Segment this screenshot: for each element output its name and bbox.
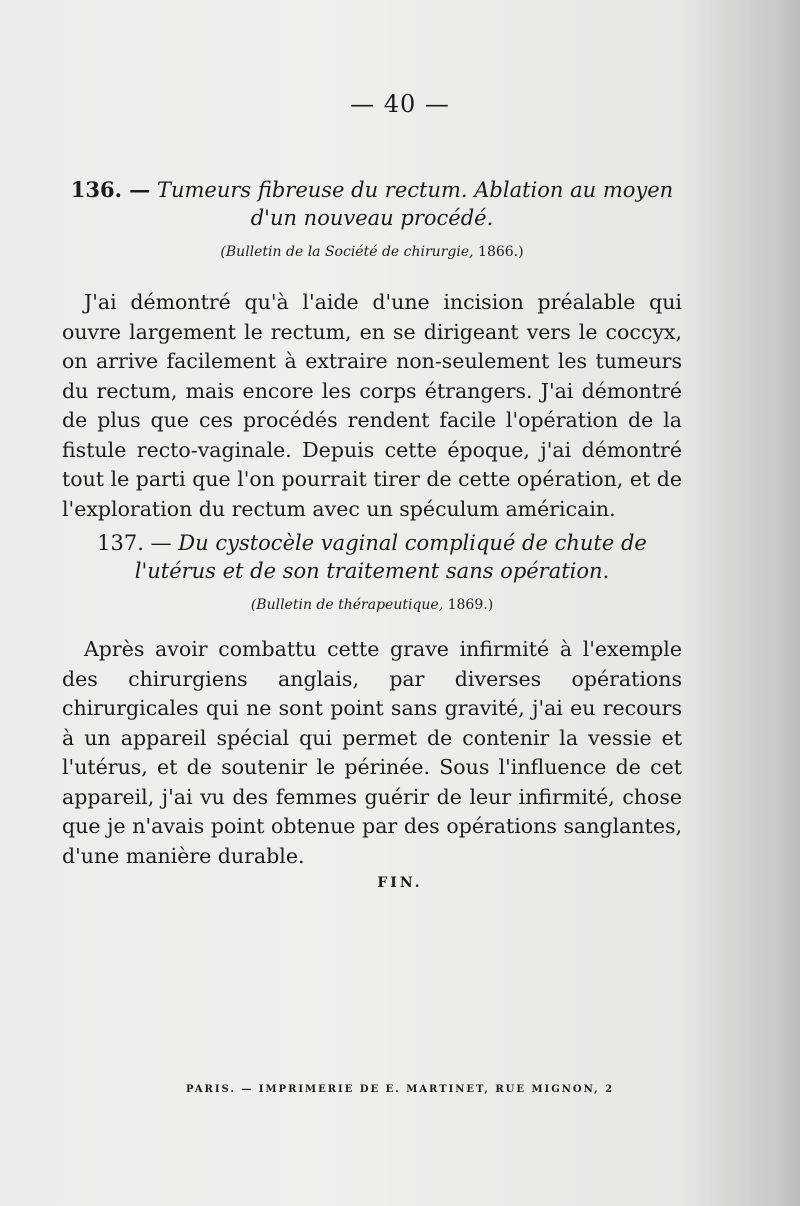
source-text: (Bulletin de thérapeutique,: [250, 597, 444, 613]
source-year: 1869.): [447, 597, 494, 613]
article-title-text: Tumeurs fibreuse du rectum. Ablation au moyen d'un nouveau procédé.: [156, 178, 674, 230]
source-text: (Bulletin de la Société de chirurgie,: [220, 244, 474, 260]
article-title: [62, 529, 682, 585]
page-number: — 40 —: [350, 90, 450, 118]
printer-imprint: PARIS. — IMPRIMERIE DE E. MARTINET, RUE MIGNON, 2: [185, 1084, 615, 1095]
article-title-text: Du cystocèle vaginal compliqué de chute de l'utérus et de son traitement sans opération.: [134, 531, 647, 583]
article-137: [62, 529, 682, 871]
fin-label: FIN.: [377, 875, 423, 891]
article-body: Après avoir combattu cette grave infirmité à l'exemple des chirurgiens anglais, par diverses opérations chirurgicales qui ne sont point sans gravité, j'ai eu recours à un appareil spécial qui permet de contenir la vessie et l'utérus, et de soutenir le périnée. Sous l'influence de cet appareil, j'ai vu des femmes guérir de leur infirmité, chose que je n'avais point obtenue par des opérations sanglantes, d'une manière durable.: [62, 637, 682, 868]
article-source: [62, 597, 682, 613]
article-body: J'ai démontré qu'à l'aide d'une incision préalable qui ouvre largement le rectum, en se dirigeant vers le coccyx, on arrive facilement à extraire non-seulement les tumeurs du rectum, mais encore les corps étrangers. J'ai démontré de plus que ces procédés rendent facile l'opération de la fistule recto-vaginale. Depuis cette époque, j'ai démontré tout le parti que l'on pourrait tirer de cette opération, et de l'exploration du rectum avec un spéculum américain.: [62, 290, 682, 521]
article-title: [62, 176, 682, 232]
article-number: 136. —: [70, 177, 151, 202]
article-136: [62, 176, 682, 524]
article-source: [62, 244, 682, 260]
source-year: 1866.): [478, 244, 524, 260]
article-number: 137. —: [97, 531, 172, 555]
